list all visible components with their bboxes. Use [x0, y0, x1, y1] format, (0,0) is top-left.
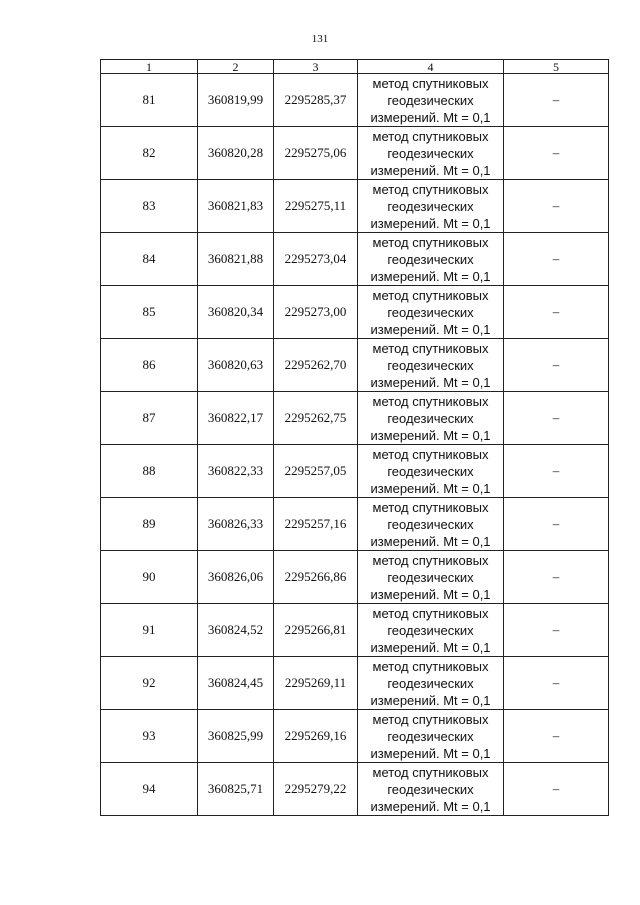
method-line: метод спутниковых — [372, 605, 489, 621]
x-coordinate-cell: 360822,17 — [198, 392, 274, 445]
table-row — [101, 551, 609, 604]
method-line: измерений. Mt = 0,1 — [370, 533, 491, 549]
table-row — [101, 710, 609, 763]
table-row — [101, 392, 609, 445]
note-cell: – — [504, 392, 609, 445]
table-row — [101, 286, 609, 339]
x-coordinate-cell: 360826,33 — [198, 498, 274, 551]
x-coordinate-cell: 360820,28 — [198, 127, 274, 180]
method-line: измерений. Mt = 0,1 — [370, 268, 491, 284]
method-line: метод спутниковых — [372, 552, 489, 568]
method-line: измерений. Mt = 0,1 — [370, 162, 491, 178]
method-line: геодезических — [387, 781, 474, 797]
point-number-cell: 93 — [101, 710, 198, 763]
header-cell-1: 1 — [101, 60, 198, 74]
method-cell — [358, 445, 504, 498]
method-cell — [358, 551, 504, 604]
x-coordinate-cell: 360819,99 — [198, 74, 274, 127]
note-cell: – — [504, 657, 609, 710]
method-cell — [358, 763, 504, 816]
method-line: измерений. Mt = 0,1 — [370, 586, 491, 602]
method-line: геодезических — [387, 463, 474, 479]
method-line: геодезических — [387, 569, 474, 585]
point-number-cell: 91 — [101, 604, 198, 657]
method-line: метод спутниковых — [372, 340, 489, 356]
method-cell — [358, 286, 504, 339]
table-row — [101, 233, 609, 286]
table-row — [101, 339, 609, 392]
y-coordinate-cell: 2295257,05 — [274, 445, 358, 498]
method-line: геодезических — [387, 728, 474, 744]
header-cell-4: 4 — [358, 60, 504, 74]
method-cell — [358, 74, 504, 127]
method-line: метод спутниковых — [372, 75, 489, 91]
method-cell — [358, 657, 504, 710]
method-line: метод спутниковых — [372, 499, 489, 515]
method-line: метод спутниковых — [372, 711, 489, 727]
y-coordinate-cell: 2295266,81 — [274, 604, 358, 657]
note-cell: – — [504, 339, 609, 392]
x-coordinate-cell: 360826,06 — [198, 551, 274, 604]
note-cell: – — [504, 127, 609, 180]
header-cell-5: 5 — [504, 60, 609, 74]
point-number-cell: 83 — [101, 180, 198, 233]
point-number-cell: 82 — [101, 127, 198, 180]
y-coordinate-cell: 2295262,70 — [274, 339, 358, 392]
method-cell — [358, 127, 504, 180]
method-cell — [358, 339, 504, 392]
table-row — [101, 604, 609, 657]
note-cell: – — [504, 286, 609, 339]
method-line: геодезических — [387, 675, 474, 691]
y-coordinate-cell: 2295257,16 — [274, 498, 358, 551]
y-coordinate-cell: 2295269,16 — [274, 710, 358, 763]
header-row — [101, 60, 609, 74]
method-line: геодезических — [387, 304, 474, 320]
method-line: измерений. Mt = 0,1 — [370, 321, 491, 337]
method-line: метод спутниковых — [372, 287, 489, 303]
method-line: геодезических — [387, 251, 474, 267]
method-line: измерений. Mt = 0,1 — [370, 692, 491, 708]
method-line: измерений. Mt = 0,1 — [370, 639, 491, 655]
method-line: измерений. Mt = 0,1 — [370, 427, 491, 443]
method-line: измерений. Mt = 0,1 — [370, 798, 491, 814]
table-row — [101, 763, 609, 816]
method-cell — [358, 233, 504, 286]
x-coordinate-cell: 360820,63 — [198, 339, 274, 392]
x-coordinate-cell: 360821,83 — [198, 180, 274, 233]
method-line: геодезических — [387, 145, 474, 161]
note-cell: – — [504, 74, 609, 127]
method-line: измерений. Mt = 0,1 — [370, 745, 491, 761]
method-line: геодезических — [387, 516, 474, 532]
method-line: метод спутниковых — [372, 446, 489, 462]
y-coordinate-cell: 2295266,86 — [274, 551, 358, 604]
x-coordinate-cell: 360822,33 — [198, 445, 274, 498]
table-row — [101, 74, 609, 127]
method-line: измерений. Mt = 0,1 — [370, 480, 491, 496]
method-cell — [358, 498, 504, 551]
method-line: измерений. Mt = 0,1 — [370, 109, 491, 125]
y-coordinate-cell: 2295269,11 — [274, 657, 358, 710]
note-cell: – — [504, 763, 609, 816]
method-line: метод спутниковых — [372, 764, 489, 780]
method-cell — [358, 604, 504, 657]
table-row — [101, 498, 609, 551]
method-cell — [358, 180, 504, 233]
x-coordinate-cell: 360821,88 — [198, 233, 274, 286]
table-row — [101, 445, 609, 498]
point-number-cell: 84 — [101, 233, 198, 286]
point-number-cell: 89 — [101, 498, 198, 551]
point-number-cell: 85 — [101, 286, 198, 339]
point-number-cell: 90 — [101, 551, 198, 604]
method-line: метод спутниковых — [372, 658, 489, 674]
x-coordinate-cell: 360825,99 — [198, 710, 274, 763]
note-cell: – — [504, 180, 609, 233]
method-line: метод спутниковых — [372, 128, 489, 144]
header-cell-2: 2 — [198, 60, 274, 74]
y-coordinate-cell: 2295273,04 — [274, 233, 358, 286]
x-coordinate-cell: 360820,34 — [198, 286, 274, 339]
method-line: метод спутниковых — [372, 181, 489, 197]
table-row — [101, 180, 609, 233]
note-cell: – — [504, 604, 609, 657]
point-number-cell: 87 — [101, 392, 198, 445]
header-cell-3: 3 — [274, 60, 358, 74]
y-coordinate-cell: 2295273,00 — [274, 286, 358, 339]
method-line: геодезических — [387, 622, 474, 638]
page-number: 131 — [311, 33, 329, 45]
x-coordinate-cell: 360824,52 — [198, 604, 274, 657]
method-line: геодезических — [387, 410, 474, 426]
point-number-cell: 94 — [101, 763, 198, 816]
x-coordinate-cell: 360824,45 — [198, 657, 274, 710]
point-number-cell: 81 — [101, 74, 198, 127]
note-cell: – — [504, 445, 609, 498]
method-line: геодезических — [387, 357, 474, 373]
note-cell: – — [504, 551, 609, 604]
y-coordinate-cell: 2295285,37 — [274, 74, 358, 127]
point-number-cell: 88 — [101, 445, 198, 498]
y-coordinate-cell: 2295275,11 — [274, 180, 358, 233]
y-coordinate-cell: 2295275,06 — [274, 127, 358, 180]
table-row — [101, 127, 609, 180]
y-coordinate-cell: 2295262,75 — [274, 392, 358, 445]
coordinates-table — [100, 59, 609, 816]
table-row — [101, 657, 609, 710]
method-line: метод спутниковых — [372, 393, 489, 409]
method-line: измерений. Mt = 0,1 — [370, 374, 491, 390]
method-cell — [358, 710, 504, 763]
method-line: геодезических — [387, 198, 474, 214]
method-line: геодезических — [387, 92, 474, 108]
note-cell: – — [504, 498, 609, 551]
method-line: метод спутниковых — [372, 234, 489, 250]
y-coordinate-cell: 2295279,22 — [274, 763, 358, 816]
method-line: измерений. Mt = 0,1 — [370, 215, 491, 231]
point-number-cell: 86 — [101, 339, 198, 392]
x-coordinate-cell: 360825,71 — [198, 763, 274, 816]
method-cell — [358, 392, 504, 445]
note-cell: – — [504, 710, 609, 763]
point-number-cell: 92 — [101, 657, 198, 710]
note-cell: – — [504, 233, 609, 286]
